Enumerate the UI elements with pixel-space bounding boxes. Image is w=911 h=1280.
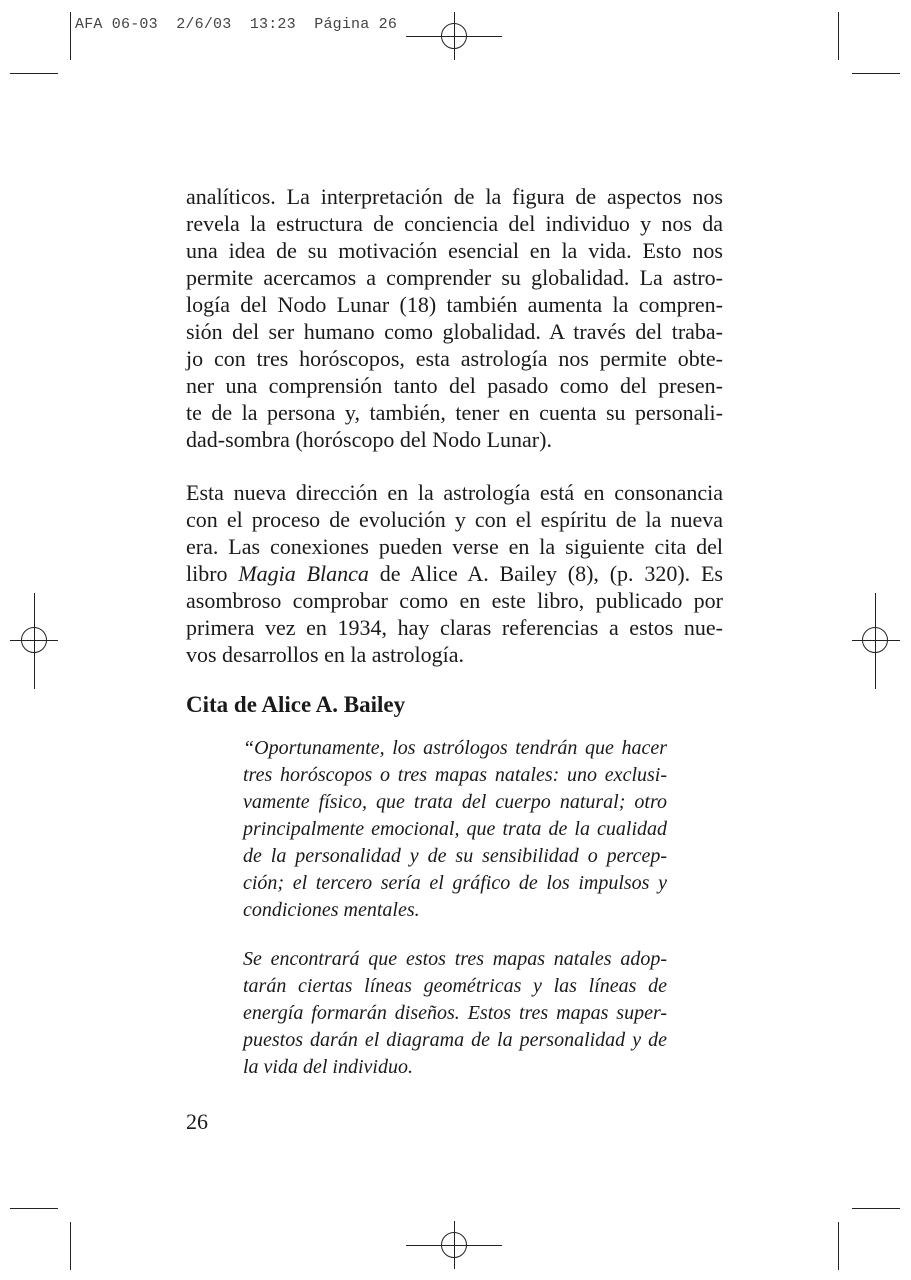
text-segment: libro xyxy=(186,561,239,586)
text-line: jo con tres horóscopos, esta astrología nos permite obte- xyxy=(186,346,723,371)
text-line: te de la persona y, también, tener en cuenta su personali- xyxy=(186,400,723,425)
body-text xyxy=(186,183,723,668)
text-line: permite acercamos a comprender su globalidad. La astro- xyxy=(186,265,723,290)
text-segment: de Alice A. Bailey (8), (p. 320). Es xyxy=(368,561,723,586)
text-line: asombroso comprobar como en este libro, publicado por xyxy=(186,588,723,613)
text-line: puestos darán el diagrama de la personalidad y de xyxy=(243,1029,667,1051)
paragraph xyxy=(186,183,723,453)
text-line: ner una comprensión tanto del pasado como del presen- xyxy=(186,373,723,398)
text-line: tarán ciertas líneas geométricas y las líneas de xyxy=(243,975,667,997)
text-line: sión del ser humano como globalidad. A través del traba- xyxy=(186,319,723,344)
quote-paragraph xyxy=(243,946,667,1081)
section-heading: Cita de Alice A. Bailey xyxy=(186,692,406,717)
text-line: vamente físico, que trata del cuerpo natural; otro xyxy=(243,791,667,813)
text-line: era. Las conexiones pueden verse en la siguiente cita del xyxy=(186,534,723,559)
text-line: condiciones mentales. xyxy=(243,899,420,921)
text-line xyxy=(186,560,723,587)
text-line: ción; el tercero sería el gráfico de los impulsos y xyxy=(243,872,667,894)
text-line: la vida del individuo. xyxy=(243,1056,413,1078)
text-line: tres horóscopos o tres mapas natales: uno exclusi- xyxy=(243,764,667,786)
text-line: logía del Nodo Lunar (18) también aumenta la compren- xyxy=(186,292,723,317)
printer-slug: AFA 06-03 2/6/03 13:23 Página 26 xyxy=(75,16,398,33)
text-line: revela la estructura de conciencia del individuo y nos da xyxy=(186,211,723,236)
text-line: principalmente emocional, que trata de la cualidad xyxy=(243,818,667,840)
text-line: analíticos. La interpretación de la figura de aspectos nos xyxy=(186,184,723,209)
text-line: Esta nueva dirección en la astrología está en consonancia xyxy=(186,480,723,505)
text-line: de la personalidad y de su sensibilidad o percep- xyxy=(243,845,667,867)
text-line: una idea de su motivación esencial en la vida. Esto nos xyxy=(186,238,723,263)
text-line: dad-sombra (horóscopo del Nodo Lunar). xyxy=(186,427,552,452)
page-number: 26 xyxy=(186,1109,208,1134)
book-title: Magia Blanca xyxy=(238,561,369,586)
text-line: “Oportunamente, los astrólogos tendrán que hacer xyxy=(243,737,667,759)
block-quote xyxy=(243,735,667,1081)
quote-paragraph xyxy=(243,735,667,924)
text-line: energía formarán diseños. Estos tres mapas super- xyxy=(243,1002,667,1024)
text-line: con el proceso de evolución y con el espíritu de la nueva xyxy=(186,507,723,532)
text-line: Se encontrará que estos tres mapas natales adop- xyxy=(243,948,667,970)
text-line: primera vez en 1934, hay claras referencias a estos nue- xyxy=(186,615,723,640)
paragraph xyxy=(186,479,723,668)
text-line: vos desarrollos en la astrología. xyxy=(186,642,464,667)
